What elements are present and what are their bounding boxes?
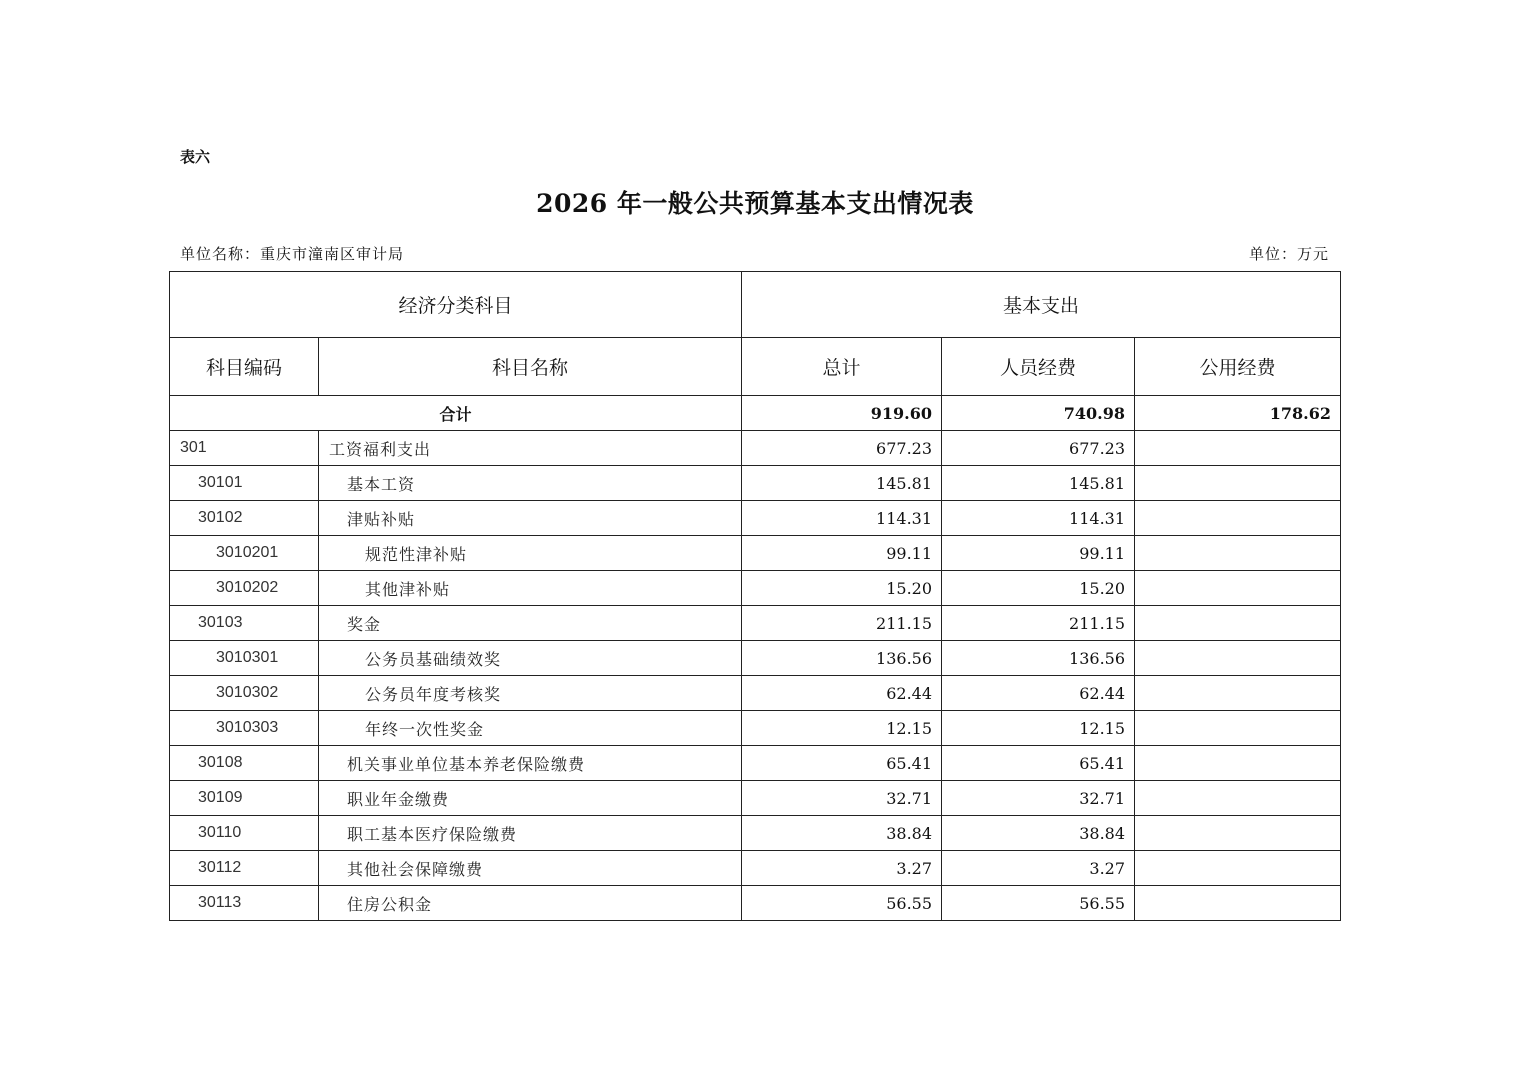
table-row: [170, 711, 1341, 746]
row-name-cell: 奖金: [319, 606, 742, 641]
row-total-cell: 99.11: [742, 536, 942, 571]
row-code-cell: 30112: [170, 851, 319, 886]
row-personnel-cell: 56.55: [942, 886, 1135, 921]
row-personnel-cell: 3.27: [942, 851, 1135, 886]
row-code-cell: 3010303: [170, 711, 319, 746]
row-name-cell: 公务员基础绩效奖: [319, 641, 742, 676]
table-row: [170, 886, 1341, 921]
row-name-cell: 年终一次性奖金: [319, 711, 742, 746]
table-row: [170, 641, 1341, 676]
row-name-cell: 住房公积金: [319, 886, 742, 921]
row-code-cell: 30103: [170, 606, 319, 641]
row-code-cell: 3010201: [170, 536, 319, 571]
row-total-cell: 145.81: [742, 466, 942, 501]
total-personnel-value: 740.98: [942, 396, 1135, 431]
row-personnel-cell: 99.11: [942, 536, 1135, 571]
row-code-cell: 301: [170, 431, 319, 466]
row-code-cell: 30109: [170, 781, 319, 816]
row-code-cell: 30110: [170, 816, 319, 851]
row-name-cell: 机关事业单位基本养老保险缴费: [319, 746, 742, 781]
row-personnel-cell: 12.15: [942, 711, 1135, 746]
row-name-cell: 规范性津补贴: [319, 536, 742, 571]
table-row: [170, 501, 1341, 536]
row-public-cell: [1135, 676, 1341, 711]
row-code-cell: 3010202: [170, 571, 319, 606]
document-title: 2026 年一般公共预算基本支出情况表: [536, 189, 974, 218]
row-personnel-cell: 114.31: [942, 501, 1135, 536]
row-total-cell: 62.44: [742, 676, 942, 711]
row-total-cell: 65.41: [742, 746, 942, 781]
row-code-cell: 3010302: [170, 676, 319, 711]
row-public-cell: [1135, 851, 1341, 886]
group-header-row: [170, 272, 1341, 338]
column-header-total: 总计: [742, 338, 942, 396]
row-public-cell: [1135, 816, 1341, 851]
total-row: [170, 396, 1341, 431]
row-public-cell: [1135, 781, 1341, 816]
row-name-cell: 职业年金缴费: [319, 781, 742, 816]
row-total-cell: 114.31: [742, 501, 942, 536]
row-personnel-cell: 677.23: [942, 431, 1135, 466]
row-name-cell: 公务员年度考核奖: [319, 676, 742, 711]
table-row: [170, 781, 1341, 816]
economic-category-header: 经济分类科目: [170, 272, 742, 338]
row-name-cell: 基本工资: [319, 466, 742, 501]
row-name-cell: 其他社会保障缴费: [319, 851, 742, 886]
column-header-row: [170, 338, 1341, 396]
row-public-cell: [1135, 711, 1341, 746]
row-personnel-cell: 211.15: [942, 606, 1135, 641]
row-public-cell: [1135, 431, 1341, 466]
table-row: [170, 536, 1341, 571]
total-public-value: 178.62: [1135, 396, 1341, 431]
row-personnel-cell: 32.71: [942, 781, 1135, 816]
row-name-cell: 津贴补贴: [319, 501, 742, 536]
unit-name-label: 单位名称：重庆市潼南区审计局: [180, 245, 405, 263]
row-public-cell: [1135, 571, 1341, 606]
row-public-cell: [1135, 641, 1341, 676]
table-row: [170, 571, 1341, 606]
row-name-cell: 职工基本医疗保险缴费: [319, 816, 742, 851]
table-row: [170, 746, 1341, 781]
table-number-label: 表六: [180, 148, 211, 166]
row-personnel-cell: 15.20: [942, 571, 1135, 606]
row-total-cell: 677.23: [742, 431, 942, 466]
row-total-cell: 56.55: [742, 886, 942, 921]
column-header-code: 科目编码: [170, 338, 319, 396]
column-header-public: 公用经费: [1135, 338, 1341, 396]
row-code-cell: 30102: [170, 501, 319, 536]
column-header-name: 科目名称: [319, 338, 742, 396]
row-public-cell: [1135, 536, 1341, 571]
total-total-value: 919.60: [742, 396, 942, 431]
row-name-cell: 其他津补贴: [319, 571, 742, 606]
row-public-cell: [1135, 466, 1341, 501]
row-code-cell: 30108: [170, 746, 319, 781]
table-row: [170, 851, 1341, 886]
table-row: [170, 606, 1341, 641]
total-label: 合计: [170, 396, 742, 431]
row-personnel-cell: 38.84: [942, 816, 1135, 851]
row-public-cell: [1135, 886, 1341, 921]
row-total-cell: 32.71: [742, 781, 942, 816]
row-code-cell: 3010301: [170, 641, 319, 676]
basic-expenditure-header: 基本支出: [742, 272, 1341, 338]
row-public-cell: [1135, 606, 1341, 641]
row-personnel-cell: 62.44: [942, 676, 1135, 711]
row-public-cell: [1135, 501, 1341, 536]
table-row: [170, 676, 1341, 711]
row-total-cell: 3.27: [742, 851, 942, 886]
row-total-cell: 15.20: [742, 571, 942, 606]
currency-unit-label: 单位：万元: [1248, 245, 1329, 263]
budget-table: [169, 271, 1341, 921]
row-total-cell: 38.84: [742, 816, 942, 851]
row-personnel-cell: 65.41: [942, 746, 1135, 781]
table-row: [170, 466, 1341, 501]
table-row: [170, 431, 1341, 466]
row-total-cell: 211.15: [742, 606, 942, 641]
row-name-cell: 工资福利支出: [319, 431, 742, 466]
row-code-cell: 30101: [170, 466, 319, 501]
column-header-personnel: 人员经费: [942, 338, 1135, 396]
row-total-cell: 136.56: [742, 641, 942, 676]
table-row: [170, 816, 1341, 851]
row-personnel-cell: 145.81: [942, 466, 1135, 501]
row-personnel-cell: 136.56: [942, 641, 1135, 676]
row-total-cell: 12.15: [742, 711, 942, 746]
row-public-cell: [1135, 746, 1341, 781]
row-code-cell: 30113: [170, 886, 319, 921]
